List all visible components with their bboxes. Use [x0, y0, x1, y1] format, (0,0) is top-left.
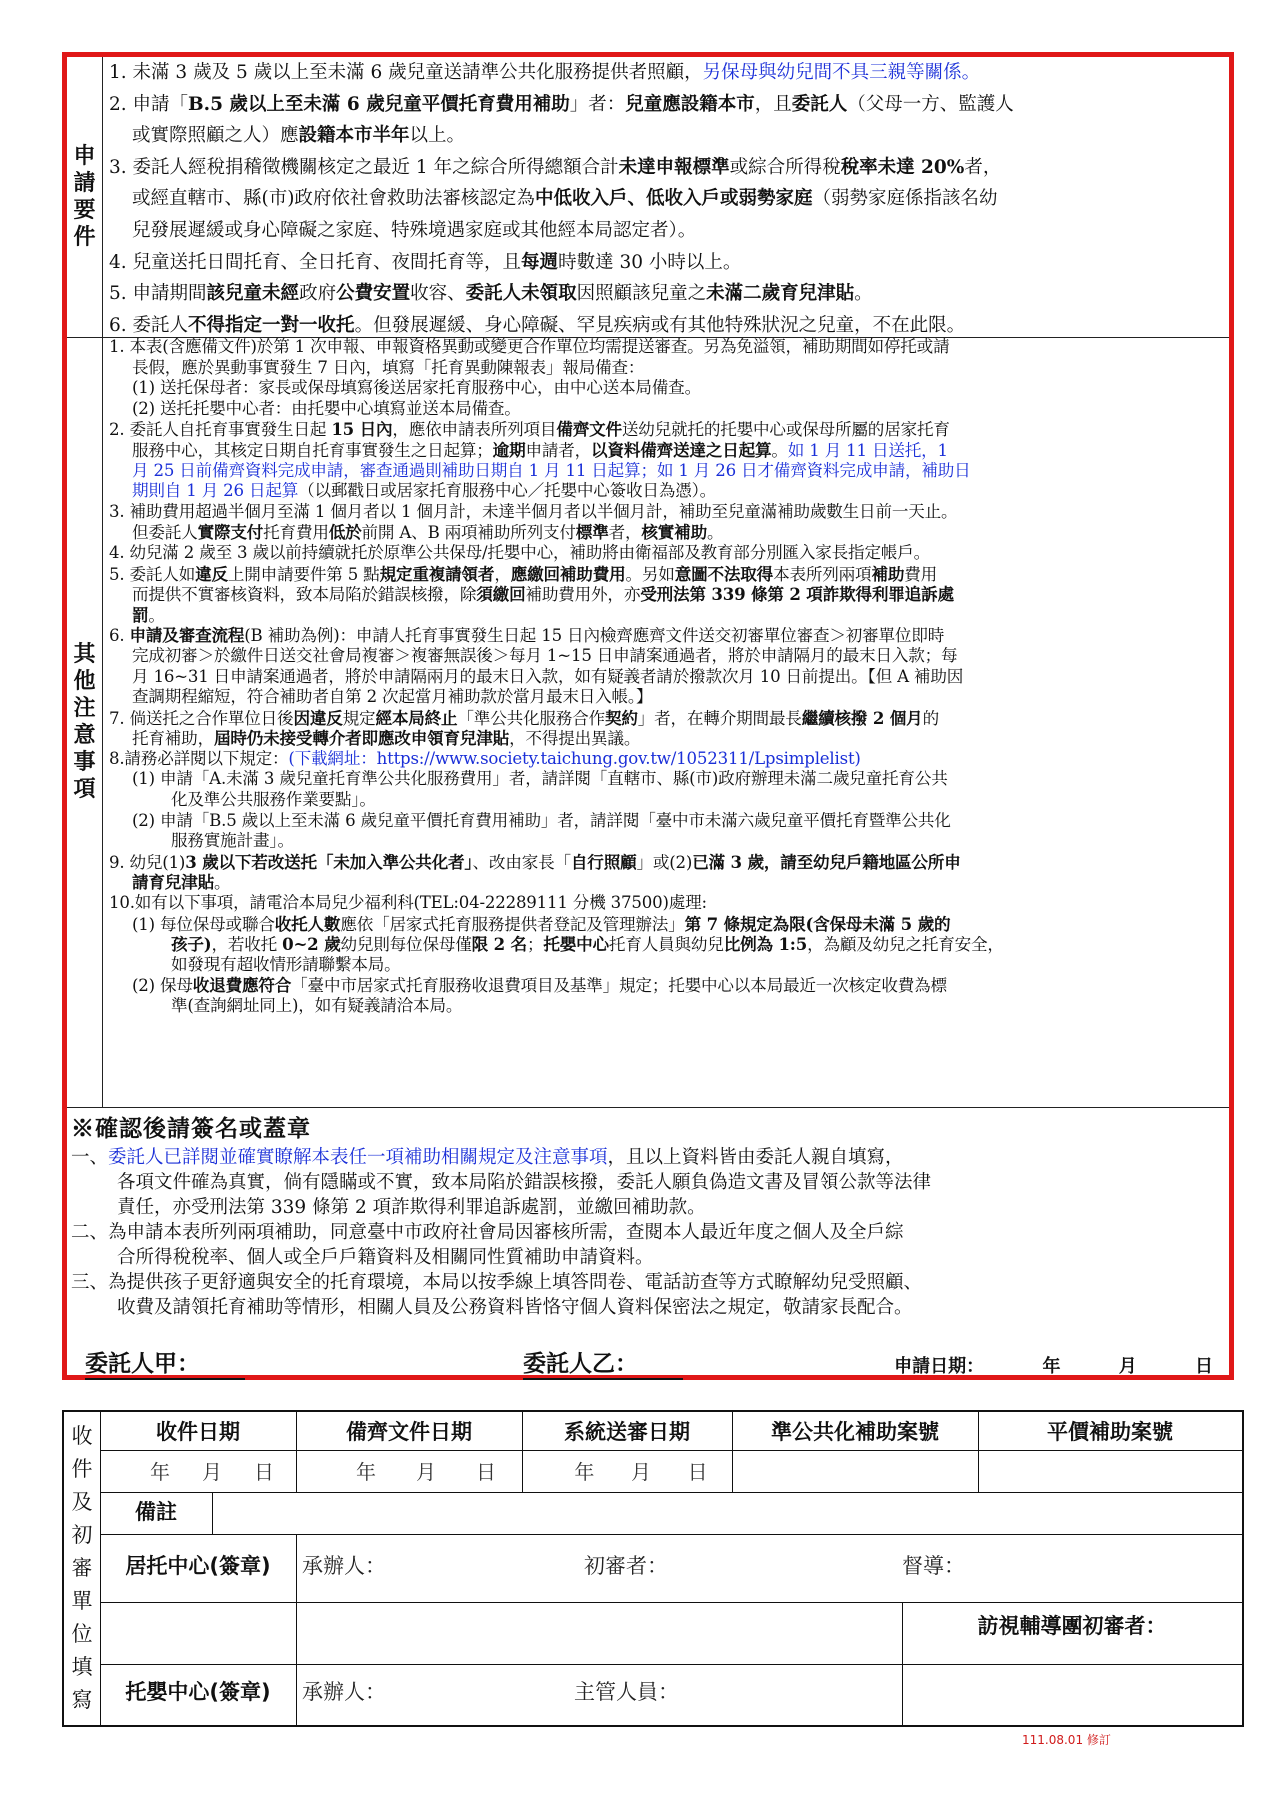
grid-line: [296, 1534, 297, 1725]
note-text: 托育人員與幼兒: [608, 935, 724, 955]
side-char: 初: [71, 1523, 93, 1547]
note-text: 低於: [328, 522, 362, 543]
note-line: [105, 687, 1229, 708]
note-text: 6.: [109, 626, 130, 646]
note-text: 9. 幼兒(1): [109, 852, 186, 872]
requirement-text: （弱勢家庭係指該名幼: [812, 188, 998, 210]
requirement-line: [105, 183, 1229, 215]
note-line: [105, 708, 1229, 729]
office-use-table: [62, 1410, 1244, 1727]
note-text: 4. 幼兒滿 2 歲至 3 歲以前持續就托於原準公共保母/托嬰中心，補助將由衛福部及教育部分別匯入家長指定帳戶。: [109, 542, 931, 562]
note-text: 孩子): [171, 934, 212, 955]
notes-side-label: [67, 337, 103, 1107]
quasi-public-case-no-field[interactable]: [732, 1452, 978, 1492]
note-line: [105, 502, 1229, 523]
nursery-center-label: 托嬰中心(簽章): [125, 1680, 271, 1704]
note-line: [105, 358, 1229, 379]
month-label: 月: [1118, 1356, 1137, 1377]
requirement-text: 該兒童未經: [206, 283, 300, 305]
requirements-section: [67, 57, 1229, 338]
note-text: 2. 委託人自托育事實發生日起: [109, 420, 332, 440]
note-text: 3 歲以下若改送托「未加入準公共化者」: [185, 851, 473, 872]
confirmation-text: 收費及請領托育補助等情形，相關人員及公務資料皆恪守個人資料保密法之規定，敬請家長配合。: [117, 1297, 913, 1318]
note-text: 繼續核撥 2 個月: [801, 707, 923, 728]
requirement-text: 者，: [964, 156, 1002, 178]
requirement-text: 1. 未滿 3 歲及 5 歲以上至未滿 6 歲兒童送請準公共化服務提供者照顧，: [109, 62, 703, 83]
requirement-line: [105, 120, 1229, 152]
side-char: 事: [73, 749, 96, 775]
requirement-text: 或綜合所得稅: [729, 156, 841, 178]
month-unit: 月: [202, 1460, 222, 1484]
day-label: 日: [1195, 1356, 1213, 1377]
docs-complete-date-field[interactable]: [296, 1452, 522, 1492]
grid-line: [100, 1450, 1242, 1451]
note-text: 屆時仍未接受轉介者即應改申領育兒津貼: [213, 728, 510, 749]
note-text: 規定重複請領者: [379, 563, 495, 584]
receipt-date-field[interactable]: [100, 1452, 296, 1492]
note-text: 服務實施計畫」。: [171, 831, 294, 851]
month-unit: 月: [630, 1460, 651, 1484]
note-text: 期則自 1 月 26 日起算: [132, 481, 299, 501]
requirement-text: 設籍本市半年: [298, 125, 410, 147]
side-char: 其: [73, 641, 96, 667]
note-text: 。另如: [625, 564, 675, 584]
client-b-signature[interactable]: [523, 1350, 683, 1380]
note-text: ，不得提出異議。: [509, 729, 641, 749]
requirement-line: [105, 57, 1229, 89]
note-text: 。: [706, 523, 724, 543]
note-line: [105, 337, 1229, 358]
note-text: 5. 委託人如: [109, 564, 196, 584]
note-text: 第 7 條規定為限(含保母未滿 5 歲的: [684, 913, 951, 934]
side-char: 申: [73, 143, 96, 169]
requirement-text: B.5 歲以上至未滿 6 歲兒童平價托育費用補助: [188, 93, 570, 115]
side-char: 意: [73, 722, 96, 748]
note-text: 應繳回補助費用: [510, 563, 626, 584]
requirement-text: 稅率未達 20%: [840, 156, 965, 178]
note-text: 以資料備齊送達之日起算: [591, 439, 772, 460]
home-center-handler[interactable]: 承辦人：: [302, 1554, 386, 1578]
note-text: 托育補助，: [132, 729, 214, 749]
note-line: [105, 522, 1229, 543]
note-text: (2) 保母: [132, 976, 193, 996]
requirement-text: 中低收入戶、低收入戶或弱勢家庭: [534, 188, 813, 210]
confirmation-block: [71, 1113, 1223, 1320]
remarks-label: 備註: [135, 1500, 177, 1524]
confirmation-line: [71, 1245, 1223, 1270]
office-side-label: [64, 1412, 100, 1725]
side-char: 件: [71, 1457, 93, 1481]
system-submit-date-field[interactable]: [522, 1452, 732, 1492]
note-line: [105, 378, 1229, 399]
year-unit: 年: [356, 1460, 376, 1484]
affordable-case-no-field[interactable]: [978, 1452, 1242, 1492]
note-text: ，: [494, 564, 511, 584]
note-text: 罰: [132, 604, 149, 625]
side-char: 項: [73, 776, 96, 802]
day-unit: 日: [687, 1460, 708, 1484]
note-line: [105, 440, 1229, 461]
note-text: 15 日內: [331, 419, 393, 440]
note-text: 違反: [195, 563, 228, 584]
confirmation-line: [71, 1295, 1223, 1320]
application-date[interactable]: [894, 1352, 1213, 1378]
note-text: 月 25 日前備齊資料完成申請，審查通過則補助日期自 1 月 11 日起算；如 1 月 26 日才備齊資料完成申請，補助日: [132, 460, 971, 480]
note-line: [105, 646, 1229, 667]
note-line: [105, 914, 1229, 935]
grid-line: [100, 1534, 1242, 1535]
client-a-label: 委託人甲：: [85, 1350, 200, 1377]
revision-note: 111.08.01 修訂: [1022, 1733, 1111, 1747]
requirement-text: 以上。: [409, 125, 466, 147]
note-text: 「準公共化服務合作: [457, 708, 605, 728]
note-text: 應依「居家式托育服務提供者登記及管理辦法」: [340, 914, 685, 934]
nursery-center-handler[interactable]: 承辦人：: [302, 1680, 386, 1704]
header-system-submit-date: 系統送審日期: [564, 1420, 690, 1444]
year-unit: 年: [574, 1460, 595, 1484]
requirement-text: 4. 兒童送托日間托育、全日托育、夜間托育等，且: [109, 251, 522, 273]
side-char: 及: [71, 1490, 93, 1514]
note-line: [105, 461, 1229, 482]
nursery-center-manager[interactable]: 主管人員：: [574, 1680, 679, 1704]
confirmation-line: [71, 1220, 1223, 1245]
note-text: 的: [922, 708, 939, 728]
note-text: (B 補助為例)：申請人托育事實發生日起 15 日內檢齊應齊文件送交初審單位審查＞初審單位即時: [244, 626, 945, 646]
requirement-text: 未達申報標準: [618, 156, 730, 178]
note-text: 托嬰中心: [543, 934, 609, 955]
side-char: 件: [73, 224, 96, 250]
note-text: 意圖不法取得: [674, 563, 774, 584]
note-text: 月 16~31 日申請案通過者，將於申請隔兩月的最末日入款，如有疑義者請於撥款次月 10 日前提出。【但 A 補助因: [132, 666, 964, 686]
requirements-side-label: [67, 57, 103, 337]
note-line: [105, 872, 1229, 893]
confirmation-line: [71, 1195, 1223, 1220]
note-text: 如 1 月 11 日送托，1: [787, 440, 948, 460]
requirement-text: 」者：: [569, 93, 626, 115]
note-text: 者，: [608, 523, 642, 543]
side-char: 注: [73, 695, 96, 721]
note-text: 受刑法第 339 條第 2 項詐欺得利罪追訴處: [640, 584, 954, 605]
requirement-text: 政府: [299, 283, 337, 305]
side-char: 要: [73, 197, 96, 223]
side-char: 單: [71, 1589, 93, 1613]
requirement-text: 收容、: [410, 283, 466, 305]
note-text: ，為顧及幼兒之托育安全，: [807, 935, 1004, 955]
confirmation-text: 三、為提供孩子更舒適與安全的托育環境，本局以按季線上填答問卷、電話訪查等方式瞭解幼兒受照顧、: [71, 1272, 923, 1293]
confirmation-title: ※確認後請簽名或蓋章: [71, 1115, 311, 1142]
note-text: 。: [771, 440, 788, 460]
note-text: 限 2 名: [471, 934, 527, 955]
signature-row: [85, 1350, 1213, 1380]
note-line: [105, 975, 1229, 996]
home-center-first-reviewer[interactable]: 初審者：: [584, 1554, 668, 1578]
requirement-text: 時數達 30 小時以上。: [558, 251, 742, 273]
confirmation-text: ，且以上資料皆由委託人親自填寫，: [607, 1147, 904, 1168]
divider: [67, 1107, 1229, 1108]
side-char: 收: [71, 1424, 93, 1448]
note-text: ，若收托: [211, 935, 283, 955]
note-text: 比例為 1:5: [723, 934, 808, 955]
note-text: (1) 申請「A.未滿 3 歲兒童托育準公共化服務費用」者，請詳閱「直轄市、縣(市)政府辦理未滿二歲兒童托育公共: [132, 769, 948, 789]
note-text: ，應依申請表所列項目: [392, 420, 557, 440]
note-text: 「臺中市居家式托育服務收退費項目及基準」規定；托嬰中心以本局最近一次核定收費為標: [291, 976, 947, 996]
note-text: 補助費用外，亦: [525, 585, 641, 605]
requirement-text: 每週: [521, 251, 559, 273]
confirmation-line: [71, 1170, 1223, 1195]
note-text: 完成初審＞於繳件日送交社會局複審＞複審無誤後＞每月 1~15 日申請案通過者，將於申請隔月的最末日入款；每: [132, 645, 958, 665]
side-char: 位: [71, 1622, 93, 1646]
year-label: 年: [1042, 1356, 1061, 1377]
note-text: 。: [213, 873, 231, 893]
application-date-label: 申請日期：: [894, 1356, 985, 1377]
requirement-line: [105, 247, 1229, 279]
note-text: 、改由家長「: [472, 852, 571, 872]
client-b-label: 委託人乙：: [523, 1350, 638, 1377]
note-text: 須繳回: [476, 584, 526, 605]
confirmation-line: [71, 1270, 1223, 1295]
note-text: 費用: [904, 564, 938, 584]
note-text: 」或(2): [636, 852, 693, 872]
requirement-text: 。但發展遲緩、身心障礙、罕見疾病或有其他特殊狀況之兒童，不在此限。: [354, 314, 966, 336]
note-text: 10.如有以下事項，請電洽本局兒少福利科(TEL:04-22289111 分機 37500)處理:: [109, 893, 707, 913]
note-line: [105, 625, 1229, 646]
note-text: 實際支付: [197, 522, 264, 543]
requirement-text: 2. 申請「: [109, 93, 189, 115]
requirement-text: 因照顧該兒童之: [576, 283, 707, 305]
note-line: [105, 749, 1229, 770]
confirmation-line: [71, 1145, 1223, 1170]
note-text: 逾期: [492, 439, 526, 460]
note-text: 8.請務必詳閱以下規定：: [109, 748, 289, 768]
note-text: 已滿 3 歲，請至幼兒戶籍地區公所申: [692, 851, 961, 872]
requirement-text: 委託人: [791, 93, 848, 115]
header-receipt-date: 收件日期: [156, 1420, 240, 1444]
requirement-text: 兒發展遲緩或身心障礙之家庭、特殊境遇家庭或其他經本局認定者）。: [132, 219, 697, 241]
note-line: [105, 564, 1229, 585]
note-line: [105, 605, 1229, 626]
note-line: [105, 996, 1229, 1017]
remarks-field[interactable]: [212, 1492, 1242, 1534]
note-text: 而提供不實審核資料，致本局陷於錯誤核撥，除: [132, 585, 477, 605]
note-line: [105, 543, 1229, 564]
note-text: 備齊文件: [556, 419, 622, 440]
note-text: 托育費用: [263, 523, 329, 543]
side-char: 他: [73, 668, 96, 694]
note-line: [105, 419, 1229, 440]
note-text: （以郵戳日或居家托育服務中心／托嬰中心簽收日為憑）。: [298, 481, 717, 501]
note-line: [105, 790, 1229, 811]
month-unit: 月: [416, 1460, 436, 1484]
day-unit: 日: [254, 1460, 274, 1484]
requirement-line: [105, 310, 1229, 337]
requirement-text: 另保母與幼兒間不具三親等關係。: [702, 62, 981, 83]
requirements-list: [105, 57, 1229, 337]
confirmation-text: 各項文件確為真實，倘有隱瞞或不實，致本局陷於錯誤核撥，委託人願負偽造文書及冒領公款等法律: [117, 1172, 932, 1193]
note-text: 前開 A、B 兩項補助所列支付: [361, 523, 576, 543]
note-text: (2) 送托托嬰中心者：由托嬰中心填寫並送本局備查。: [132, 398, 521, 418]
requirement-text: 6. 委託人: [109, 314, 189, 336]
header-docs-complete-date: 備齊文件日期: [346, 1420, 472, 1444]
note-line: [105, 584, 1229, 605]
note-text: 收托人數: [274, 913, 341, 934]
note-line: [105, 399, 1229, 420]
note-text: 1. 本表(含應備文件)於第 1 次申報、申報資格異動或變更合作單位均需提送審查。另為免溢領，補助期間如停托或請: [109, 337, 950, 356]
note-line: [105, 769, 1229, 790]
note-text: 如發現有超收情形請聯繫本局。: [171, 954, 401, 974]
requirement-line: [105, 152, 1229, 184]
confirmation-text: 委託人已詳閱並確實瞭解本表任一項補助相關規定及注意事項: [108, 1147, 608, 1168]
requirement-line: [105, 215, 1229, 247]
confirmation-text: 責任，亦受刑法第 339 條第 2 項詐欺得利罪追訴處罰，並繳回補助款。: [117, 1197, 706, 1218]
year-unit: 年: [150, 1460, 170, 1484]
side-char: 填: [71, 1655, 93, 1679]
requirement-text: 公費安置: [336, 283, 411, 305]
header-quasi-public-case-no: 準公共化補助案號: [771, 1420, 939, 1444]
side-char: 請: [73, 170, 96, 196]
header-affordable-case-no: 平價補助案號: [1047, 1420, 1173, 1444]
requirement-text: 或經直轄市、縣(市)政府依社會救助法審核認定為: [132, 188, 535, 210]
note-text: 補助: [871, 563, 905, 584]
note-text: 上開申請要件第 5 點: [227, 564, 380, 584]
requirement-text: 。: [854, 283, 873, 305]
notes-list: [105, 337, 1229, 1107]
note-line: [105, 667, 1229, 688]
note-line: [105, 852, 1229, 873]
confirmation-text: 合所得稅稅率、個人或全戶戶籍資料及相關同性質補助申請資料。: [117, 1247, 654, 1268]
requirement-text: 未滿二歲育兒津貼: [706, 283, 855, 305]
confirmation-list: [71, 1145, 1223, 1320]
confirmation-text: 二、為申請本表所列兩項補助，同意臺中市政府社會局因審核所需，查閱本人最近年度之個人及全戶綜: [71, 1222, 904, 1243]
requirement-text: 3. 委託人經稅捐稽徵機關核定之最近 1 年之綜合所得總額合計: [109, 156, 619, 178]
note-text: 3. 補助費用超過半個月至滿 1 個月者以 1 個月計，未達半個月者以半個月計，補助至兒童滿補助歲數生日前一天止。: [109, 501, 958, 521]
note-line: [105, 934, 1229, 955]
note-text: 申請及審查流程: [129, 625, 245, 646]
requirement-line: [105, 89, 1229, 121]
note-text: 服務中心，其核定日期自托育事實發生之日起算；: [132, 440, 493, 460]
note-text: 核實補助: [641, 522, 707, 543]
visit-team-reviewer[interactable]: 訪視輔導團初審者：: [977, 1614, 1167, 1638]
client-a-signature[interactable]: [85, 1350, 245, 1380]
note-line: [105, 955, 1229, 976]
other-notes-section: [67, 337, 1229, 1107]
note-text: 申請者，: [525, 440, 592, 460]
requirement-line: [105, 278, 1229, 310]
day-unit: 日: [476, 1460, 496, 1484]
note-text: 但委託人: [132, 523, 198, 543]
side-char: 寫: [71, 1688, 93, 1712]
note-text: 請育兒津貼: [132, 872, 214, 893]
requirement-text: ，且: [754, 93, 792, 115]
note-line: [105, 728, 1229, 749]
note-text: 標準: [575, 522, 609, 543]
note-text: (1) 每位保母或聯合: [132, 914, 275, 934]
note-text: 長假，應於異動事實發生 7 日內，填寫「托育異動陳報表」報局備查：: [132, 357, 645, 377]
note-text: (2) 申請「B.5 歲以上至未滿 6 歲兒童平價托育費用補助」者，請詳閱「臺中市未滿六歲兒童平價托育暨準公共化: [132, 810, 951, 830]
note-text: 」者，在轉介期間最長: [637, 708, 802, 728]
note-text: 規定: [342, 708, 376, 728]
note-text: (1) 送托保母者：家長或保母填寫後送居家托育服務中心，由中心送本局備查。: [132, 378, 701, 398]
note-line: [105, 893, 1229, 914]
note-text: 準(查詢網址同上)，如有疑義請洽本局。: [171, 996, 463, 1015]
note-text: 經本局終止: [375, 707, 458, 728]
requirement-text: 不得指定一對一收托: [188, 314, 355, 336]
note-text: 0~2 歲: [282, 934, 341, 955]
note-text: 化及準公共服務作業要點」。: [171, 790, 376, 810]
note-text: (下載網址：https://www.society.taichung.gov.tw/1052311/Lpsimplelist): [288, 748, 861, 768]
note-line: [105, 831, 1229, 852]
note-text: 幼兒則每位保母僅: [340, 935, 472, 955]
note-text: 查調期程縮短，符合補助者自第 2 次起當月補助款於當月最末日入帳。】: [132, 687, 653, 707]
note-text: 自行照顧: [570, 851, 637, 872]
requirement-text: （父母一方、監護人: [847, 93, 1014, 115]
note-text: ；: [526, 935, 544, 955]
requirement-text: 委託人未領取: [465, 283, 577, 305]
note-text: 7. 倘送托之合作單位日後: [109, 708, 294, 728]
requirement-text: 5. 申請期間: [109, 283, 207, 305]
note-text: 因違反: [293, 707, 343, 728]
note-text: 。: [148, 605, 165, 625]
note-text: 送幼兒就托的托嬰中心或保母所屬的居家托育: [621, 420, 950, 440]
confirmation-text: 一、: [71, 1147, 109, 1168]
side-char: 審: [71, 1556, 93, 1580]
requirement-text: 兒童應設籍本市: [625, 93, 755, 115]
requirement-text: 或實際照顧之人）應: [132, 125, 299, 147]
note-text: 契約: [604, 707, 638, 728]
application-notes-frame: [62, 52, 1234, 1380]
home-center-label: 居托中心(簽章): [125, 1554, 271, 1578]
grid-line: [100, 1602, 1242, 1603]
home-center-supervisor[interactable]: 督導：: [902, 1554, 965, 1578]
note-text: 本表所列兩項: [773, 564, 872, 584]
note-line: [105, 481, 1229, 502]
note-line: [105, 811, 1229, 832]
note-text: 收退費應符合: [192, 975, 292, 996]
